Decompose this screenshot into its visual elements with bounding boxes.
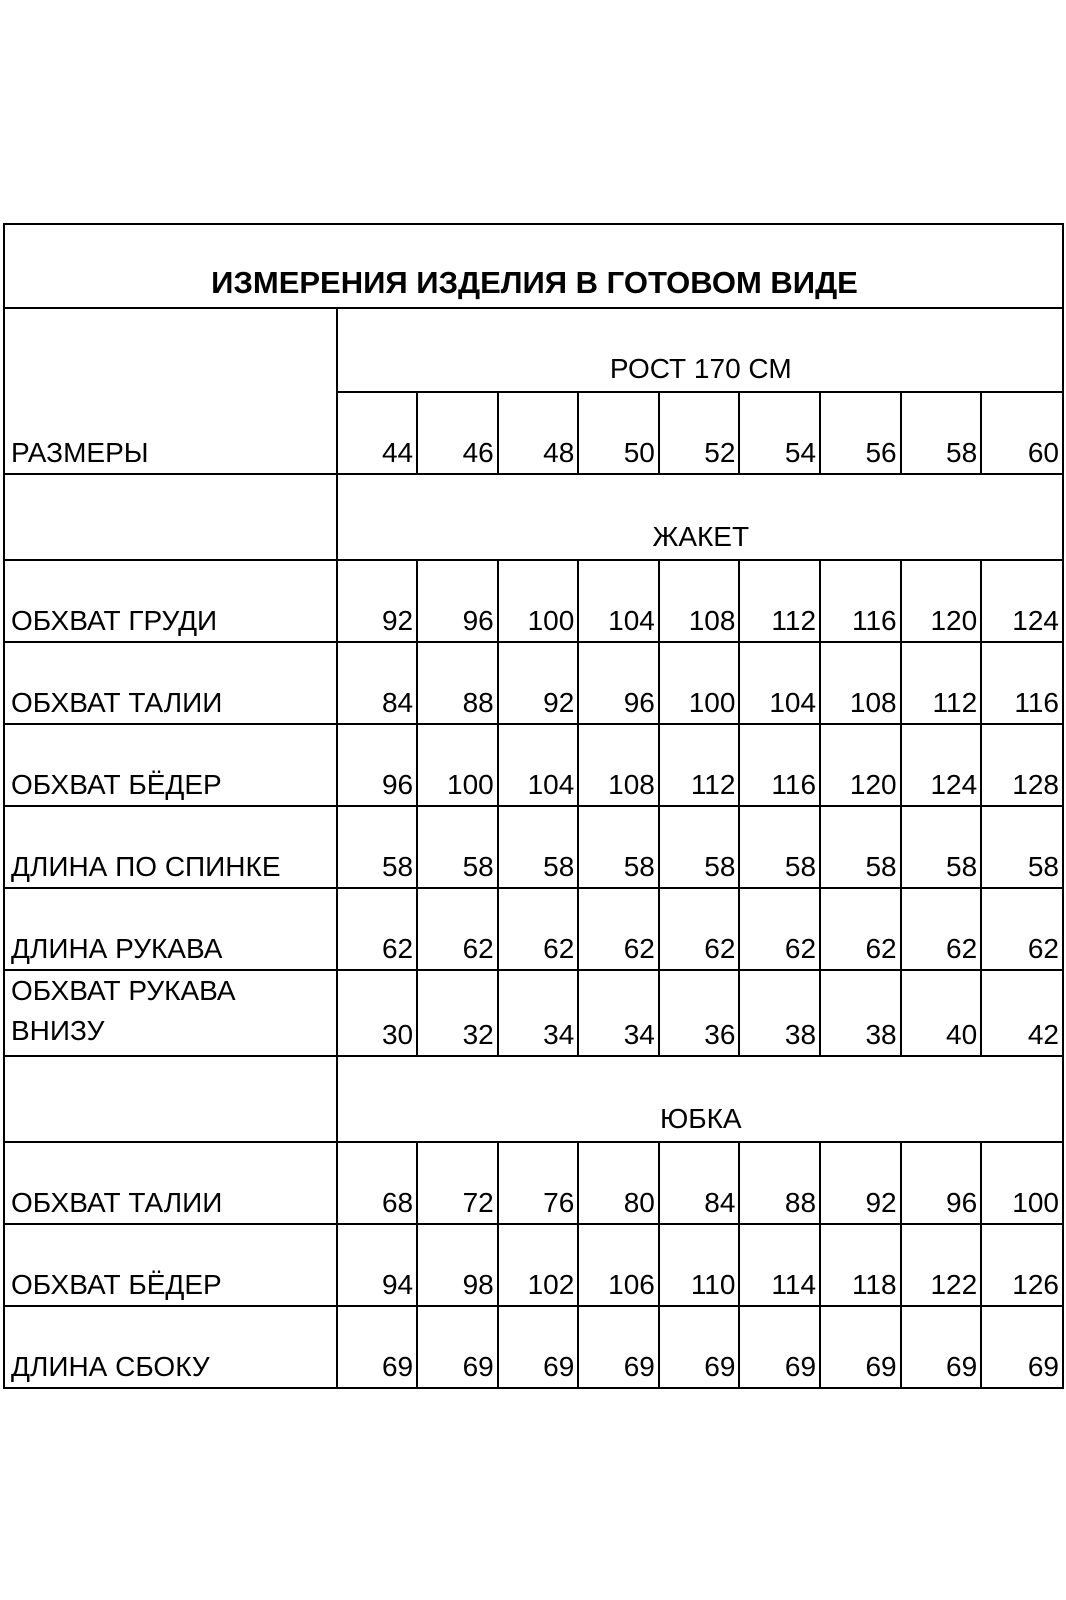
value-cell: 58 [820,806,901,888]
value-cell: 58 [337,806,418,888]
value-cell: 102 [498,1224,579,1306]
value-cell: 38 [820,970,901,1056]
value-cell: 110 [659,1224,740,1306]
value-cell: 92 [498,642,579,724]
value-cell: 69 [578,1306,659,1388]
value-cell: 124 [901,724,982,806]
value-cell: 96 [337,724,418,806]
value-cell: 69 [337,1306,418,1388]
value-cell: 38 [739,970,820,1056]
value-cell: 104 [739,642,820,724]
section-title: ЖАКЕТ [337,474,1063,560]
value-cell: 62 [820,888,901,970]
value-cell: 114 [739,1224,820,1306]
value-cell: 116 [820,560,901,642]
value-cell: 58 [417,806,498,888]
value-cell: 104 [578,560,659,642]
measurement-label: ДЛИНА СБОКУ [4,1306,337,1388]
value-cell: 32 [417,970,498,1056]
value-cell: 124 [981,560,1063,642]
value-cell: 96 [901,1142,982,1224]
value-cell: 36 [659,970,740,1056]
value-cell: 69 [901,1306,982,1388]
title-row [4,224,1063,308]
value-cell: 62 [337,888,418,970]
measurement-row [4,642,1063,724]
value-cell: 58 [901,806,982,888]
measurement-row [4,1306,1063,1388]
value-cell: 116 [981,642,1063,724]
value-cell: 108 [578,724,659,806]
section-title: ЮБКА [337,1056,1063,1142]
value-cell: 104 [498,724,579,806]
value-cell: 128 [981,724,1063,806]
value-cell: 96 [417,560,498,642]
measurement-row [4,970,1063,1056]
value-cell: 69 [739,1306,820,1388]
size-cell: 56 [820,392,901,474]
measurement-row [4,1142,1063,1224]
measurement-row [4,806,1063,888]
value-cell: 96 [578,642,659,724]
value-cell: 69 [981,1306,1063,1388]
value-cell: 100 [417,724,498,806]
value-cell: 42 [981,970,1063,1056]
size-chart-document [3,223,1064,1389]
value-cell: 120 [820,724,901,806]
value-cell: 58 [739,806,820,888]
value-cell: 88 [417,642,498,724]
value-cell: 120 [901,560,982,642]
section-header-row [4,1056,1063,1142]
value-cell: 100 [498,560,579,642]
empty-cell [4,474,337,560]
height-label: РОСТ 170 СМ [337,308,1063,392]
value-cell: 122 [901,1224,982,1306]
value-cell: 62 [981,888,1063,970]
value-cell: 118 [820,1224,901,1306]
value-cell: 106 [578,1224,659,1306]
value-cell: 34 [578,970,659,1056]
value-cell: 92 [820,1142,901,1224]
value-cell: 30 [337,970,418,1056]
value-cell: 100 [659,642,740,724]
value-cell: 98 [417,1224,498,1306]
value-cell: 84 [337,642,418,724]
value-cell: 62 [739,888,820,970]
measurement-label: ОБХВАТ ТАЛИИ [4,1142,337,1224]
value-cell: 80 [578,1142,659,1224]
size-cell: 50 [578,392,659,474]
measurement-row [4,560,1063,642]
value-cell: 69 [820,1306,901,1388]
measurement-label: ОБХВАТ ТАЛИИ [4,642,337,724]
size-cell: 58 [901,392,982,474]
size-cell: 46 [417,392,498,474]
value-cell: 112 [739,560,820,642]
value-cell: 84 [659,1142,740,1224]
value-cell: 69 [659,1306,740,1388]
size-cell: 48 [498,392,579,474]
value-cell: 58 [981,806,1063,888]
value-cell: 94 [337,1224,418,1306]
value-cell: 62 [659,888,740,970]
value-cell: 58 [498,806,579,888]
value-cell: 72 [417,1142,498,1224]
measurement-label: ОБХВАТ РУКАВА ВНИЗУ [4,970,337,1056]
value-cell: 116 [739,724,820,806]
value-cell: 108 [659,560,740,642]
measurement-row [4,888,1063,970]
size-cell: 52 [659,392,740,474]
section-header-row [4,474,1063,560]
value-cell: 76 [498,1142,579,1224]
size-cell: 54 [739,392,820,474]
measurement-row [4,1224,1063,1306]
value-cell: 58 [578,806,659,888]
value-cell: 58 [659,806,740,888]
value-cell: 40 [901,970,982,1056]
value-cell: 62 [578,888,659,970]
sizes-label: РАЗМЕРЫ [11,437,149,468]
measurement-label: ОБХВАТ БЁДЕР [4,724,337,806]
value-cell: 62 [498,888,579,970]
value-cell: 69 [417,1306,498,1388]
value-cell: 62 [417,888,498,970]
page-title: ИЗМЕРЕНИЯ ИЗДЕЛИЯ В ГОТОВОМ ВИДЕ [4,224,1063,308]
empty-cell [4,1056,337,1142]
value-cell: 112 [901,642,982,724]
measurement-label: ДЛИНА РУКАВА [4,888,337,970]
size-cell: 44 [337,392,418,474]
measurement-label: ОБХВАТ ГРУДИ [4,560,337,642]
measurement-row [4,724,1063,806]
height-row [4,308,1063,392]
measurements-table [3,223,1064,1389]
value-cell: 112 [659,724,740,806]
value-cell: 68 [337,1142,418,1224]
size-cell: 60 [981,392,1063,474]
value-cell: 108 [820,642,901,724]
value-cell: 100 [981,1142,1063,1224]
measurement-label: ДЛИНА ПО СПИНКЕ [4,806,337,888]
value-cell: 92 [337,560,418,642]
value-cell: 126 [981,1224,1063,1306]
value-cell: 62 [901,888,982,970]
sizes-label-cell [4,308,337,474]
value-cell: 88 [739,1142,820,1224]
value-cell: 69 [498,1306,579,1388]
measurement-label: ОБХВАТ БЁДЕР [4,1224,337,1306]
value-cell: 34 [498,970,579,1056]
